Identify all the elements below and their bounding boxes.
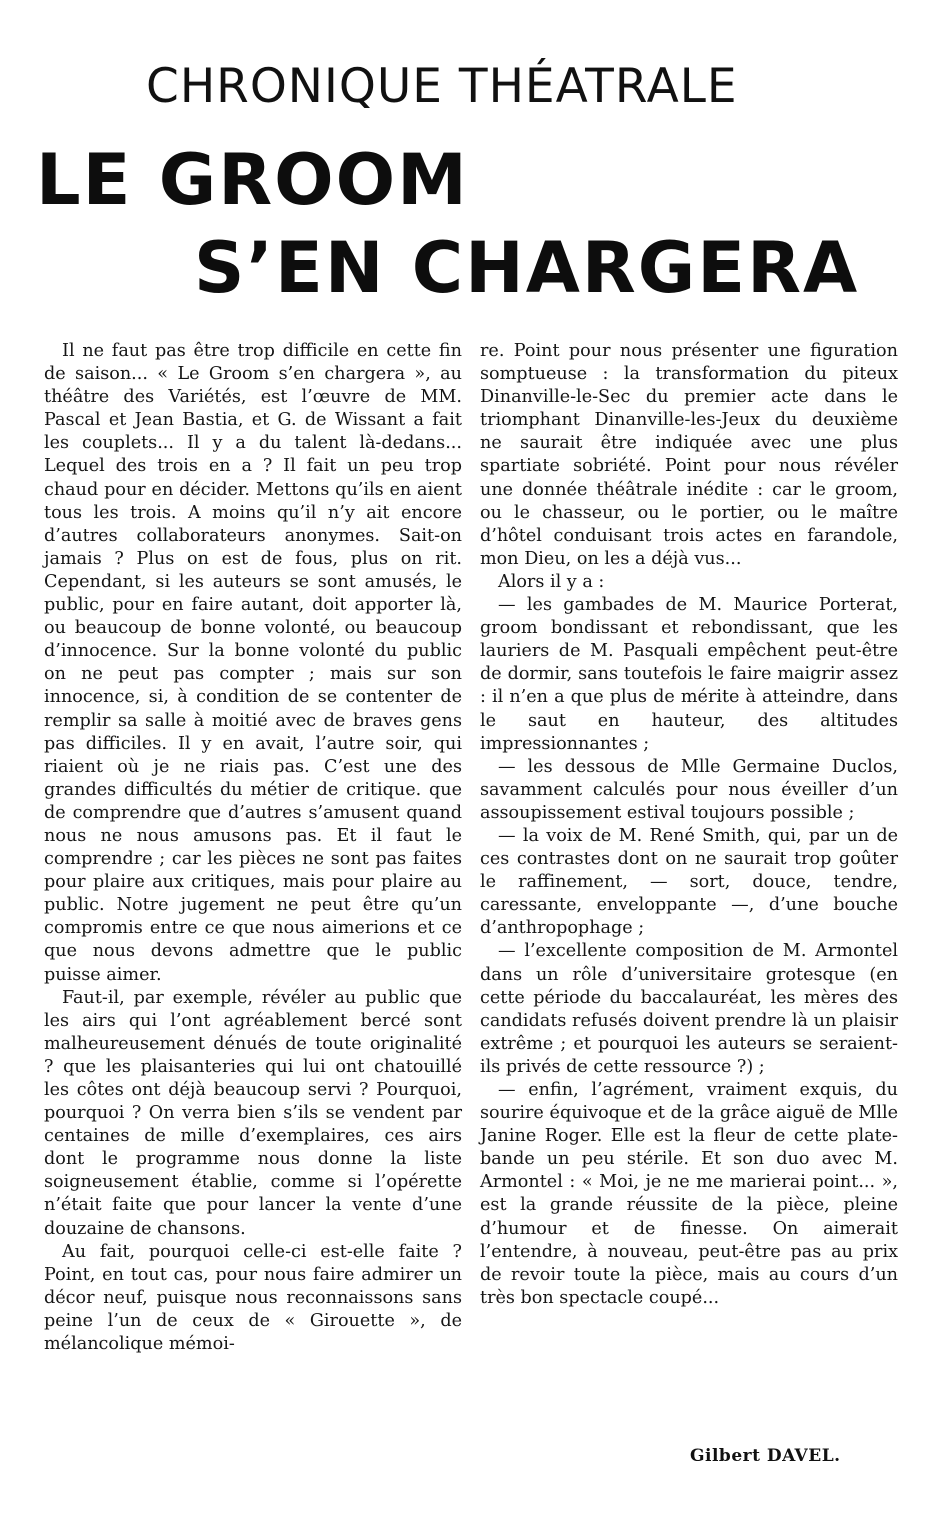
list-item-porterat: — les gambades de M. Maurice Porterat, groom bondissant et rebondissant, que les lauriers de M. Pasquali empêchent peut-être de dormir, sans toutefois le faire maigrir assez : il n’en a que plus de mérite à atteindre, dans le saut en hauteur, des altitudes impressionnantes ; xyxy=(480,595,898,754)
list-item-smith: — la voix de M. René Smith, qui, par un de ces contrastes dont on ne saurait trop goûter le raffinement, — sort, douce, tendre, caressante, enveloppante —, d’une bouche d’anthropophage ; xyxy=(480,825,898,939)
paragraph-3: Au fait, pourquoi celle-ci est-elle faite ? Point, en tout cas, pour nous faire admirer un décor neuf, puisque nous reconnaissons sans peine l’un de ceux de « Girouette », de mélancolique mémoi- xyxy=(44,1241,462,1355)
list-item-armontel: — l’excellente composition de M. Armontel dans un rôle d’universitaire grotesque (en cette période du baccalauréat, les mères des candidats refusés doivent prendre là un plaisir extrême ; et pourquoi les auteurs se seraient-ils privés de cette ressource ?) ; xyxy=(480,941,898,1077)
article-column-right xyxy=(480,340,898,1310)
article-column-left xyxy=(44,340,462,1356)
headline-line-2: S’EN CHARGERA xyxy=(194,227,860,309)
paragraph-3-continued: re. Point pour nous présenter une figuration somptueuse : la transformation du piteux Dinanville-le-Sec du premier acte dans le triomphant Dinanville-les-Jeux du deuxième ne saurait être indiquée avec une plus spartiate sobriété. Point pour nous révéler une donnée théâtrale inédite : car le groom, ou le chasseur, ou le portier, ou le maître d’hôtel conduisant trois actes en farandole, mon Dieu, on les a déjà vus... xyxy=(480,341,898,569)
paragraph-1: Il ne faut pas être trop difficile en cette fin de saison... « Le Groom s’en chargera », au théâtre des Variétés, est l’œuvre de MM. Pascal et Jean Bastia, et G. de Wissant a fait les couplets... Il y a du talent là-dedans... Lequel des trois en a ? Il fait un peu trop chaud pour en décider. Mettons qu’ils en aient tous les trois. A moins qu’il n’y ait encore d’autres collaborateurs anonymes. Sait-on jamais ? Plus on est de fous, plus on rit. Cependant, si les auteurs se sont amusés, le public, pour en faire autant, doit apporter là, ou beaucoup de bonne volonté, ou beaucoup d’innocence. Sur la bonne volonté du public on ne peut pas compter ; mais sur son innocence, si, à condition de se contenter de remplir sa salle à moitié avec de braves gens pas difficiles. Il y en avait, l’autre soir, qui riaient où je ne riais pas. C’est une des grandes difficultés du métier de critique. que de comprendre que d’autres s’amusent quand nous ne nous amusons pas. Et il faut le comprendre ; car les pièces ne sont pas faites pour plaire aux critiques, mais pour plaire au public. Notre jugement ne peut être qu’un compromis entre ce que nous aimerions et ce que nous devons admettre que le public puisse aimer. xyxy=(44,341,462,985)
list-item-roger: — enfin, l’agrément, vraiment exquis, du sourire équivoque et de la grâce aiguë de Mlle Janine Roger. Elle est la fleur de cette plate-bande un peu stérile. Et son duo avec M. Armontel : « Moi, je ne me marierai point... », est la grande réussite de la pièce, pleine d’humour et de finesse. On aimerait l’entendre, à nouveau, peut-être pas au prix de revoir toute la pièce, mais au cours d’un très bon spectacle coupé... xyxy=(480,1080,898,1308)
headline-line-1: LE GROOM xyxy=(36,139,469,221)
section-kicker: CHRONIQUE THÉATRALE xyxy=(146,59,738,114)
list-item-duclos: — les dessous de Mlle Germaine Duclos, savamment calculés pour nous éveiller d’un assoupissement estival toujours possible ; xyxy=(480,756,898,823)
paragraph-4: Alors il y a : xyxy=(498,571,605,592)
author-signature: Gilbert DAVEL. xyxy=(690,1446,841,1466)
paragraph-2: Faut-il, par exemple, révéler au public que les airs qui l’ont agréablement bercé sont malheureusement dénués de toute originalité ? que les plaisanteries qui lui ont chatouillé les côtes ont déjà beaucoup servi ? Pourquoi, pourquoi ? On verra bien s’ils se vendent par centaines de mille d’exemplaires, ces airs dont le programme nous donne la liste soigneusement établie, comme si l’opérette n’était faite que pour lancer la vente d’une douzaine de chansons. xyxy=(44,987,462,1239)
